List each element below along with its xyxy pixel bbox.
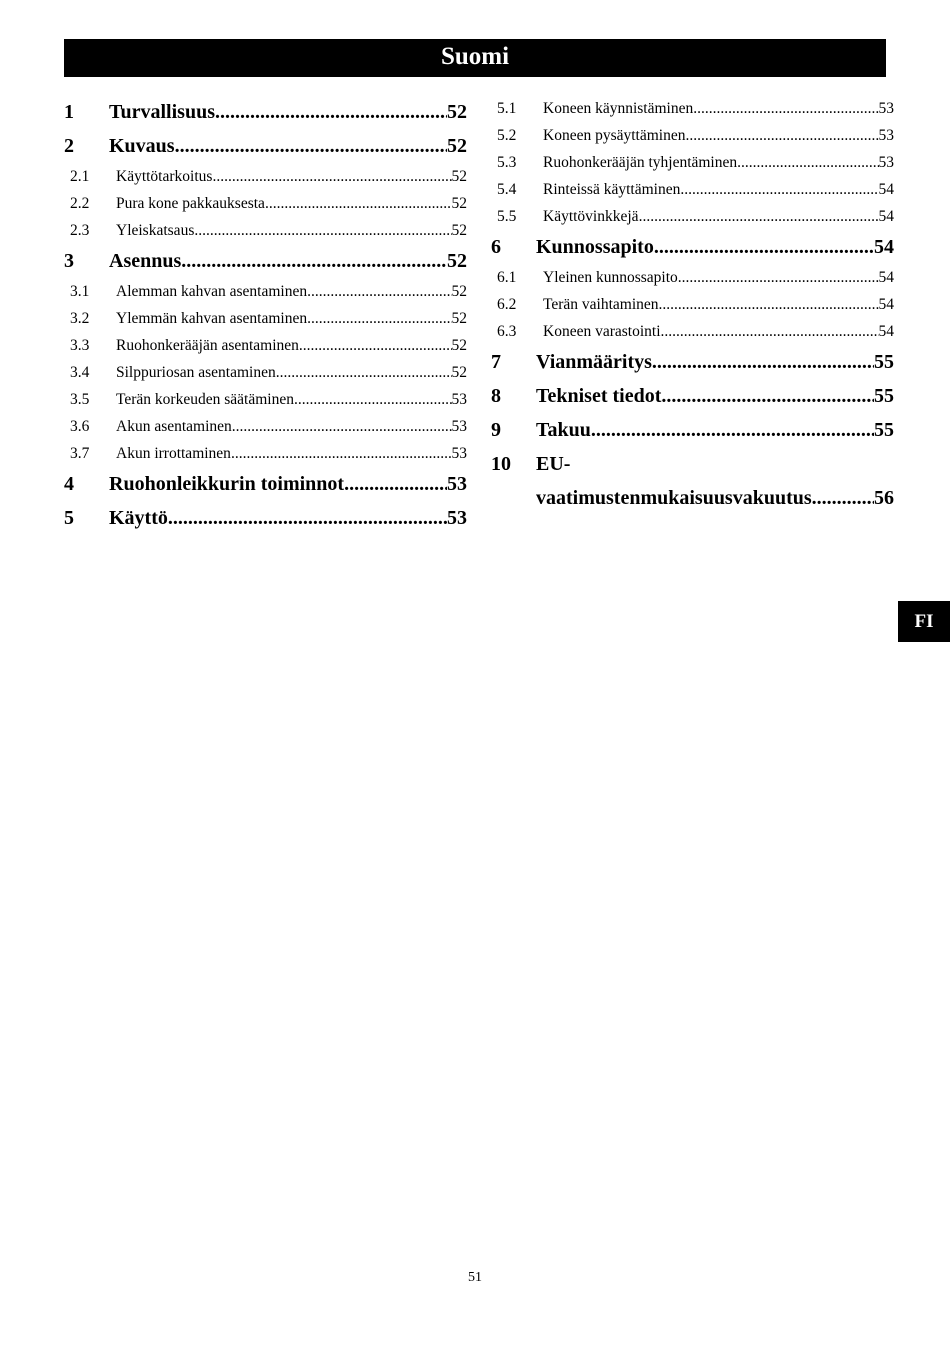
toc-entry-3-1[interactable] xyxy=(64,278,467,305)
toc-entry-2[interactable] xyxy=(64,129,467,163)
toc-entry-label: Yleinen kunnossapito xyxy=(543,269,678,286)
toc-entry-number: 5.1 xyxy=(497,100,517,117)
language-tab: FI xyxy=(898,601,950,642)
toc-entry-label: Kuvaus xyxy=(109,135,175,157)
toc-entry-page: 53 xyxy=(878,100,894,117)
toc-entry-label: Silppuriosan asentaminen xyxy=(116,364,276,381)
toc-entry-label: Koneen pysäyttäminen xyxy=(543,127,686,144)
toc-entry-page: 52 xyxy=(447,250,467,272)
toc-entry-3[interactable] xyxy=(64,244,467,278)
toc-entry-3-6[interactable] xyxy=(64,413,467,440)
toc-leader-dots xyxy=(737,149,878,176)
toc-entry-label: Akun irrottaminen xyxy=(116,445,231,462)
toc-entry-page: 55 xyxy=(874,351,894,373)
toc-entry-number: 3.6 xyxy=(70,418,90,435)
toc-leader-dots xyxy=(654,230,874,264)
toc-entry-label-continued: vaatimustenmukaisuusvakuutus xyxy=(536,487,812,509)
toc-leader-dots xyxy=(299,332,452,359)
toc-entry-page: 53 xyxy=(878,127,894,144)
toc-entry-label: Käyttötarkoitus xyxy=(116,168,213,185)
toc-entry-number: 5 xyxy=(64,507,74,529)
toc-leader-dots xyxy=(678,264,879,291)
toc-entry-label: Vianmääritys xyxy=(536,351,652,373)
toc-entry-3-7[interactable] xyxy=(64,440,467,467)
toc-entry-label: Yleiskatsaus xyxy=(116,222,195,239)
toc-leader-dots xyxy=(175,129,447,163)
toc-leader-dots xyxy=(294,386,452,413)
toc-entry-page: 54 xyxy=(878,181,894,198)
toc-entry-label: Ruohonleikkurin toiminnot xyxy=(109,473,345,495)
toc-leader-dots xyxy=(181,244,447,278)
toc-entry-label: Ylemmän kahvan asentaminen xyxy=(116,310,308,327)
toc-entry-label: Akun asentaminen xyxy=(116,418,232,435)
toc-entry-number: 1 xyxy=(64,101,74,123)
toc-entry-label: Rinteissä käyttäminen xyxy=(543,181,681,198)
toc-entry-number: 2 xyxy=(64,135,74,157)
toc-entry-label: Käyttö xyxy=(109,507,168,529)
toc-leader-dots xyxy=(168,501,447,535)
toc-entry-label: Koneen käynnistäminen xyxy=(543,100,694,117)
toc-entry-page: 54 xyxy=(878,296,894,313)
toc-entry-page: 52 xyxy=(451,168,467,185)
toc-entry-page: 52 xyxy=(447,135,467,157)
toc-entry-page: 54 xyxy=(874,236,894,258)
toc-leader-dots xyxy=(685,122,878,149)
toc-entry-page: 52 xyxy=(447,101,467,123)
toc-leader-dots xyxy=(194,217,451,244)
toc-entry-9[interactable] xyxy=(491,413,894,447)
toc-leader-dots xyxy=(212,163,451,190)
toc-right-column xyxy=(491,95,894,515)
toc-entry-page: 52 xyxy=(451,337,467,354)
toc-entry-page: 53 xyxy=(451,445,467,462)
toc-leader-dots xyxy=(812,481,874,515)
toc-entry-number: 3 xyxy=(64,250,74,272)
toc-entry-page: 53 xyxy=(447,473,467,495)
toc-entry-number: 5.4 xyxy=(497,181,517,198)
toc-leader-dots xyxy=(693,95,878,122)
toc-entry-2-2[interactable] xyxy=(64,190,467,217)
toc-entry-page: 55 xyxy=(874,385,894,407)
toc-leader-dots xyxy=(307,305,451,332)
toc-entry-1[interactable] xyxy=(64,95,467,129)
toc-entry-3-2[interactable] xyxy=(64,305,467,332)
toc-entry-page: 53 xyxy=(447,507,467,529)
toc-entry-label: Terän vaihtaminen xyxy=(543,296,659,313)
toc-entry-10-continued[interactable] xyxy=(491,481,894,515)
toc-leader-dots xyxy=(591,413,874,447)
toc-entry-4[interactable] xyxy=(64,467,467,501)
toc-entry-2-3[interactable] xyxy=(64,217,467,244)
toc-entry-label: Turvallisuus xyxy=(109,101,215,123)
toc-entry-number: 7 xyxy=(491,351,501,373)
toc-entry-10[interactable] xyxy=(491,447,894,481)
toc-entry-number: 3.5 xyxy=(70,391,90,408)
toc-entry-label: Asennus xyxy=(109,250,182,272)
toc-entry-6-3[interactable] xyxy=(491,318,894,345)
toc-entry-page: 54 xyxy=(878,323,894,340)
toc-entry-number: 10 xyxy=(491,453,511,475)
toc-entry-number: 3.3 xyxy=(70,337,90,354)
toc-entry-2-1[interactable] xyxy=(64,163,467,190)
toc-entry-page: 52 xyxy=(451,283,467,300)
toc-leader-dots xyxy=(307,278,451,305)
toc-leader-dots xyxy=(661,318,879,345)
toc-entry-page: 54 xyxy=(878,208,894,225)
toc-entry-page: 52 xyxy=(451,222,467,239)
toc-entry-6[interactable] xyxy=(491,230,894,264)
toc-entry-label: EU- xyxy=(536,453,571,475)
toc-entry-6-1[interactable] xyxy=(491,264,894,291)
toc-entry-number: 8 xyxy=(491,385,501,407)
toc-entry-number: 3.4 xyxy=(70,364,90,381)
toc-entry-5-1[interactable] xyxy=(491,95,894,122)
toc-entry-number: 5.3 xyxy=(497,154,517,171)
toc-entry-number: 6.3 xyxy=(497,323,517,340)
toc-entry-3-5[interactable] xyxy=(64,386,467,413)
toc-leader-dots xyxy=(652,345,874,379)
toc-entry-label: Tekniset tiedot xyxy=(536,385,662,407)
toc-entry-label: Ruohonkerääjän asentaminen xyxy=(116,337,299,354)
toc-entry-page: 52 xyxy=(451,310,467,327)
toc-entry-page: 53 xyxy=(451,418,467,435)
toc-entry-number: 6.1 xyxy=(497,269,517,286)
toc-entry-number: 3.2 xyxy=(70,310,90,327)
toc-left-column xyxy=(64,95,467,535)
toc-entry-page: 53 xyxy=(451,391,467,408)
toc-leader-dots xyxy=(265,190,452,217)
toc-entry-label: Pura kone pakkauksesta xyxy=(116,195,265,212)
toc-entry-6-2[interactable] xyxy=(491,291,894,318)
toc-entry-number: 5.5 xyxy=(497,208,517,225)
toc-leader-dots xyxy=(344,467,447,501)
toc-entry-3-3[interactable] xyxy=(64,332,467,359)
toc-leader-dots xyxy=(659,291,879,318)
toc-entry-5-5[interactable] xyxy=(491,203,894,230)
toc-leader-dots xyxy=(661,379,874,413)
toc-entry-number: 9 xyxy=(491,419,501,441)
toc-entry-number: 2.1 xyxy=(70,168,90,185)
toc-entry-7[interactable] xyxy=(491,345,894,379)
toc-entry-8[interactable] xyxy=(491,379,894,413)
toc-leader-dots xyxy=(215,95,447,129)
toc-entry-number: 6.2 xyxy=(497,296,517,313)
toc-entry-number: 5.2 xyxy=(497,127,517,144)
toc-entry-page: 52 xyxy=(451,195,467,212)
toc-entry-5-4[interactable] xyxy=(491,176,894,203)
toc-entry-number: 2.3 xyxy=(70,222,90,239)
toc-entry-label: Koneen varastointi xyxy=(543,323,661,340)
toc-leader-dots xyxy=(680,176,878,203)
toc-entry-label: Kunnossapito xyxy=(536,236,654,258)
toc-entry-label: Terän korkeuden säätäminen xyxy=(116,391,294,408)
toc-entry-label: Takuu xyxy=(536,419,591,441)
toc-entry-5[interactable] xyxy=(64,501,467,535)
toc-entry-page: 52 xyxy=(451,364,467,381)
toc-entry-number: 4 xyxy=(64,473,74,495)
toc-entry-number: 3.7 xyxy=(70,445,90,462)
toc-leader-dots xyxy=(232,413,452,440)
page-title: Suomi xyxy=(64,39,886,77)
toc-entry-number: 3.1 xyxy=(70,283,90,300)
toc-entry-3-4[interactable] xyxy=(64,359,467,386)
toc-entry-number: 6 xyxy=(491,236,501,258)
toc-entry-page: 53 xyxy=(878,154,894,171)
toc-entry-page: 54 xyxy=(878,269,894,286)
toc-entry-5-3[interactable] xyxy=(491,149,894,176)
toc-leader-dots xyxy=(231,440,452,467)
toc-entry-number: 2.2 xyxy=(70,195,90,212)
toc-leader-dots xyxy=(276,359,452,386)
toc-entry-5-2[interactable] xyxy=(491,122,894,149)
toc-entry-label: Ruohonkerääjän tyhjentäminen xyxy=(543,154,738,171)
toc-entry-label: Käyttövinkkejä xyxy=(543,208,639,225)
page-number: 51 xyxy=(468,1270,482,1285)
toc-entry-label: Alemman kahvan asentaminen xyxy=(116,283,308,300)
toc-entry-page: 55 xyxy=(874,419,894,441)
toc-entry-page: 56 xyxy=(874,487,894,509)
toc-leader-dots xyxy=(639,203,879,230)
